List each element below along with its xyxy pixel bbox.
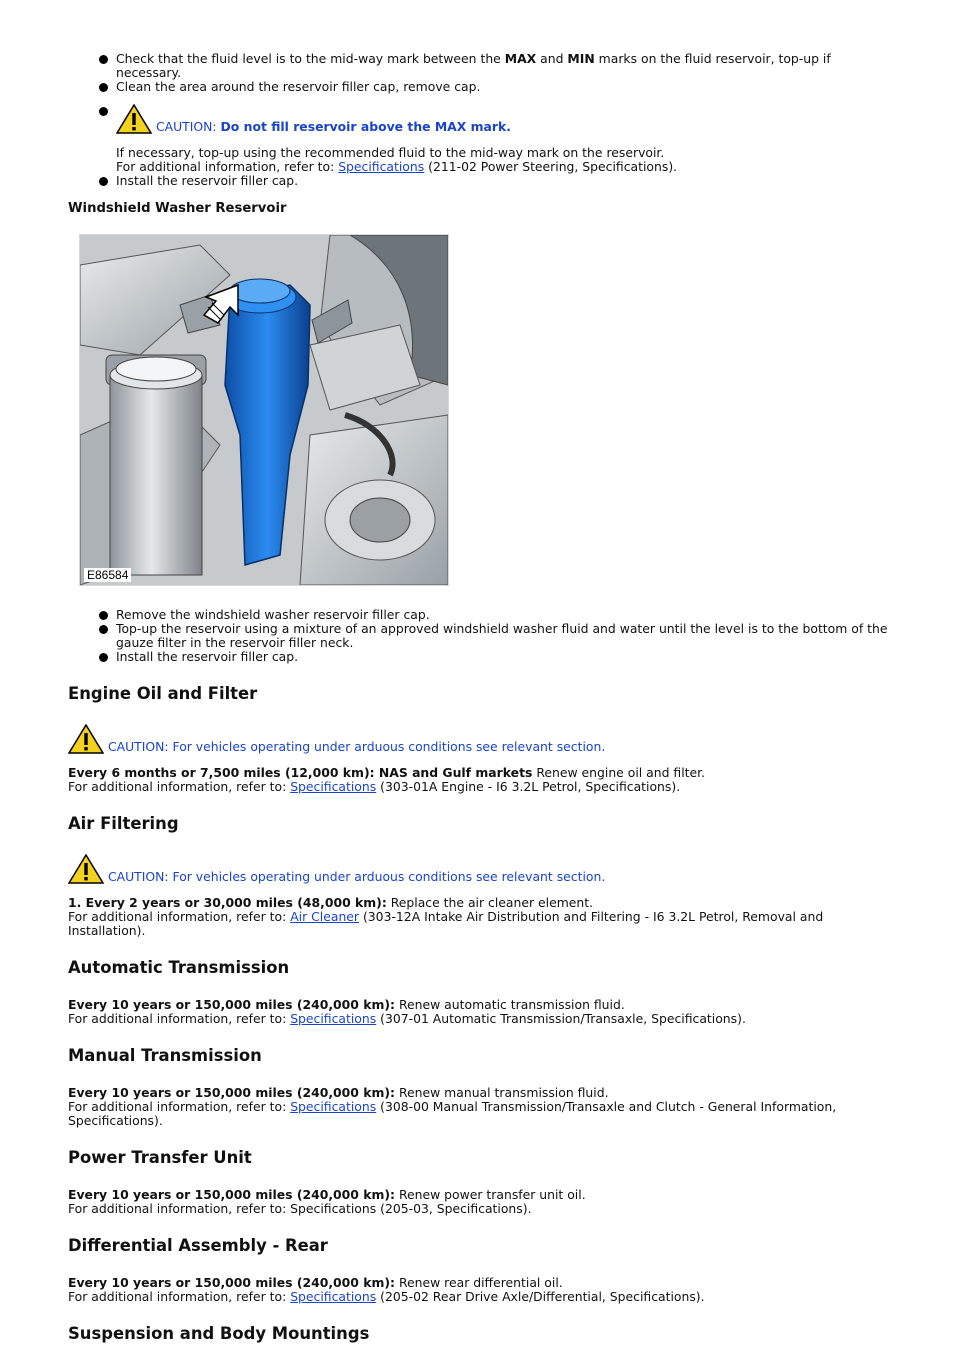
list-item: Remove the windshield washer reservoir filler cap. (68, 608, 898, 622)
power-transfer-unit-section: Power Transfer Unit Every 10 years or 150,000 miles (240,000 km): Renew power transfer unit oil. For additional information, refer to: Specifications (205-03, Specifications). (68, 1148, 898, 1216)
caution-line (68, 724, 898, 754)
section-heading: Power Transfer Unit (68, 1148, 252, 1167)
section-heading: Engine Oil and Filter (68, 684, 258, 703)
caution-text: CAUTION: For vehicles operating under arduous conditions see relevant section. (107, 739, 606, 754)
engine-bay-illustration (80, 235, 448, 585)
caution-line (116, 104, 898, 134)
air-cleaner-link[interactable]: Air Cleaner (290, 909, 360, 924)
engine-oil-section: Engine Oil and Filter CAUTION: For vehicles operating under arduous conditions see relevant section. Every 6 months or 7,500 miles (12,000 km): NAS and Gulf markets Renew engine oil and filter. For additional information, refer to: Specifications (303-01A Engine - I6 3.2L Petrol, Specifications). (68, 684, 898, 794)
warning-triangle-icon (68, 724, 104, 754)
section-heading: Manual Transmission (68, 1046, 262, 1065)
specifications-link[interactable]: Specifications (338, 159, 425, 174)
section-heading: Air Filtering (68, 814, 179, 833)
warning-triangle-icon (68, 854, 104, 884)
list-item: Install the reservoir filler cap. (68, 174, 898, 188)
caution-line (68, 854, 898, 884)
washer-reservoir-figure (79, 234, 449, 586)
specifications-link[interactable]: Specifications (290, 1011, 377, 1026)
suspension-section (68, 1324, 898, 1344)
specifications-link[interactable]: Specifications (290, 1289, 377, 1304)
power-steering-steps (68, 52, 898, 188)
caution-text: Do not fill reservoir above the MAX mark. (220, 119, 511, 134)
list-item: CAUTION: Do not fill reservoir above the MAX mark. If necessary, top-up using the recommended fluid to the mid-way mark on the reservoir. For additional information, refer to: Specifications (211-02 Power Steering, Specifications). (68, 104, 898, 174)
document-content (68, 52, 898, 1364)
figure-label: E86584 (84, 568, 131, 582)
section-heading: Differential Assembly - Rear (68, 1236, 328, 1255)
section-heading: Windshield Washer Reservoir (68, 201, 287, 216)
rear-differential-section: Differential Assembly - Rear Every 10 years or 150,000 miles (240,000 km): Renew rear differential oil. For additional information, refer to: Specifications (205-02 Rear Drive Axle/Differential, Specifications). (68, 1236, 898, 1304)
list-item: Install the reservoir filler cap. (68, 650, 898, 664)
caution-text: CAUTION: For vehicles operating under arduous conditions see relevant section. (107, 869, 606, 884)
auto-transmission-section: Automatic Transmission Every 10 years or 150,000 miles (240,000 km): Renew automatic transmission fluid. For additional information, refer to: Specifications (307-01 Automatic Transmission/Transaxle, Specifications). (68, 958, 898, 1026)
warning-triangle-icon (116, 104, 152, 134)
washer-steps (68, 608, 898, 664)
section-heading: Automatic Transmission (68, 958, 290, 977)
caution-label: CAUTION: (155, 119, 221, 134)
manual-transmission-section: Manual Transmission Every 10 years or 150,000 miles (240,000 km): Renew manual transmission fluid. For additional information, refer to: Specifications (308-00 Manual Transmission/Transaxle and Clutch - General Information, Specifications). (68, 1046, 898, 1128)
section-heading: Suspension and Body Mountings (68, 1324, 370, 1343)
list-item: Clean the area around the reservoir filler cap, remove cap. (68, 80, 898, 94)
list-item: Top-up the reservoir using a mixture of an approved windshield washer fluid and water until the level is to the bottom of the gauze filter in the reservoir filler neck. (68, 622, 898, 650)
specifications-link[interactable]: Specifications (290, 1099, 377, 1114)
list-item: Check that the fluid level is to the mid-way mark between the MAX and MIN marks on the fluid reservoir, top-up if necessary. (68, 52, 898, 80)
specifications-link[interactable]: Specifications (290, 779, 377, 794)
air-filter-section: Air Filtering CAUTION: For vehicles operating under arduous conditions see relevant section. 1. Every 2 years or 30,000 miles (48,000 km): Replace the air cleaner element. For additional information, refer to: Air Cleaner (303-12A Intake Air Distribution and Filtering - I6 3.2L Petrol, Removal and Installation). (68, 814, 898, 938)
